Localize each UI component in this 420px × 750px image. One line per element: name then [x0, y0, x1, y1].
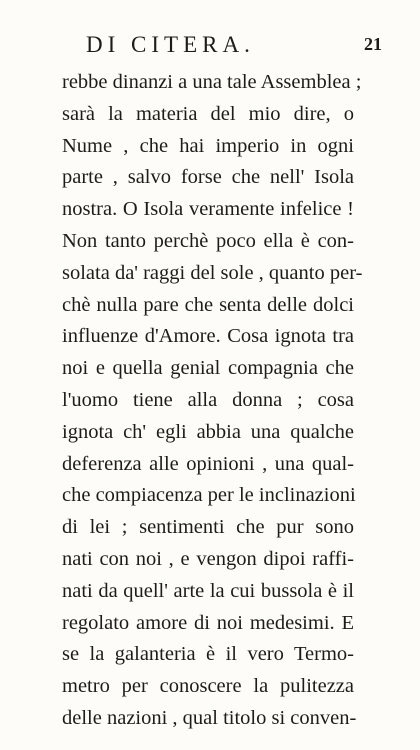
text-line: noi e quella genial compagnia che — [62, 357, 354, 380]
text-line: parte , salvo forse che nell' Isola — [62, 166, 354, 189]
text-line: rebbe dinanzi a una tale Assemblea ; — [62, 71, 362, 93]
text-line: nati con noi , e vengon dipoi raffi- — [62, 547, 354, 570]
text-line: delle nazioni , qual titolo si conven- — [62, 706, 357, 729]
text-line: solata da' raggi del sole , quanto per- — [62, 261, 363, 284]
text-line: chè nulla pare che senta delle dolci — [62, 293, 354, 316]
text-line: nostra. O Isola veramente infelice ! — [62, 198, 354, 221]
text-line: Nume , che hai imperio in ogni — [62, 134, 354, 157]
text-line: influenze d'Amore. Cosa ignota tra — [62, 325, 354, 348]
text-line: l'uomo tiene alla donna ; cosa — [62, 388, 354, 411]
running-head: DI CITERA. — [86, 32, 255, 57]
text-line: deferenza alle opinioni , una qual- — [62, 452, 354, 475]
text-line: nati da quell' arte la cui bussola è il — [62, 579, 354, 602]
text-line: sarà la materia del mio dire, o — [62, 102, 354, 125]
page-header — [62, 32, 382, 62]
text-line: ignota ch' egli abbia una qualche — [62, 420, 354, 443]
text-line: regolato amore di noi medesimi. E — [62, 611, 354, 634]
text-line: se la galanteria è il vero Termo- — [62, 643, 354, 666]
text-line: che compiacenza per le inclinazioni — [62, 484, 356, 507]
page-number: 21 — [364, 34, 382, 54]
text-line: Non tanto perchè poco ella è con- — [62, 229, 354, 252]
body-text — [62, 67, 363, 735]
text-line: di lei ; sentimenti che pur sono — [62, 516, 354, 539]
text-line: metro per conoscere la pulitezza — [62, 675, 354, 698]
